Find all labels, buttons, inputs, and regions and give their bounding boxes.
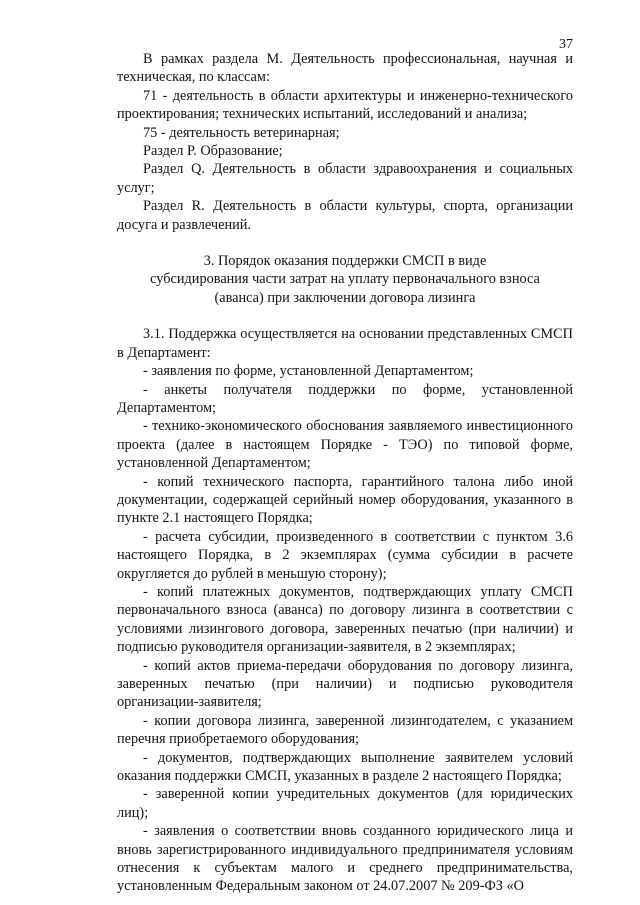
section-heading <box>117 252 573 307</box>
paragraph: Раздел Р. Образование; <box>143 143 283 160</box>
list-item: - копий технического паспорта, гарантийного талона либо иной документации, содержащей серийный номер оборудования, указанного в пункте 2.1 настоящего Порядка; <box>117 473 573 527</box>
paragraph: 3.1. Поддержка осуществляется на основании представленных СМСП в Департамент: <box>117 326 573 361</box>
paragraph: Раздел Q. Деятельность в области здравоохранения и социальных услуг; <box>117 161 573 196</box>
section-heading-line: 3. Порядок оказания поддержки СМСП в виде <box>203 253 487 270</box>
section-heading-line: (аванса) при заключении договора лизинга <box>214 289 476 306</box>
section-heading-line: субсидирования части затрат на уплату первоначального взноса <box>150 271 540 288</box>
list-item: - технико-экономического обоснования заявляемого инвестиционного проекта (далее в настоящем Порядке - ТЭО) по типовой форме, установленной Департаментом; <box>117 418 573 472</box>
list-item: - заверенной копии учредительных документов (для юридических лиц); <box>117 786 573 821</box>
paragraph: 71 - деятельность в области архитектуры и инженерно-технического проектирования; технических испытаний, исследований и анализа; <box>117 87 573 123</box>
list-item: - копий платежных документов, подтверждающих уплату СМСП первоначального взноса (аванса) по договору лизинга в соответствии с условиями лизингового договора, заверенных печатью (при наличии) и подписью руководителя организации-заявителя, в 2 экземплярах; <box>117 583 573 656</box>
page-number: 37 <box>559 37 573 52</box>
list-item: - расчета субсидии, произведенного в соответствии с пунктом 3.6 настоящего Порядка, в 2 экземплярах (сумма субсидии в расчете округляется до рублей в меньшую сторону); <box>117 528 573 582</box>
list-item: - анкеты получателя поддержки по форме, установленной Департаментом; <box>117 381 573 416</box>
document-body <box>117 50 573 896</box>
paragraph: Раздел R. Деятельность в области культуры, спорта, организации досуга и развлечений. <box>117 198 573 233</box>
paragraph: 75 - деятельность ветеринарная; <box>143 124 340 141</box>
list-item: - копий актов приема-передачи оборудования по договору лизинга, заверенных печатью (при наличии) и подписью руководителя организации-заявителя; <box>117 657 573 711</box>
paragraph: В рамках раздела М. Деятельность профессиональная, научная и техническая, по классам: <box>117 51 573 86</box>
list-item: - копии договора лизинга, заверенной лизингодателем, с указанием перечня приобретаемого оборудования; <box>117 712 573 748</box>
list-item: - документов, подтверждающих выполнение заявителем условий оказания поддержки СМСП, указанных в разделе 2 настоящего Порядка; <box>117 749 573 785</box>
list-item: - заявления по форме, установленной Департаментом; <box>143 363 474 380</box>
list-item: - заявления о соответствии вновь созданного юридического лица и вновь зарегистрированного индивидуального предпринимателя условиям отнесения к субъектам малого и среднего предпринимательства, установленным Федеральным законом от 24.07.2007 № 209-ФЗ «О <box>117 823 573 895</box>
